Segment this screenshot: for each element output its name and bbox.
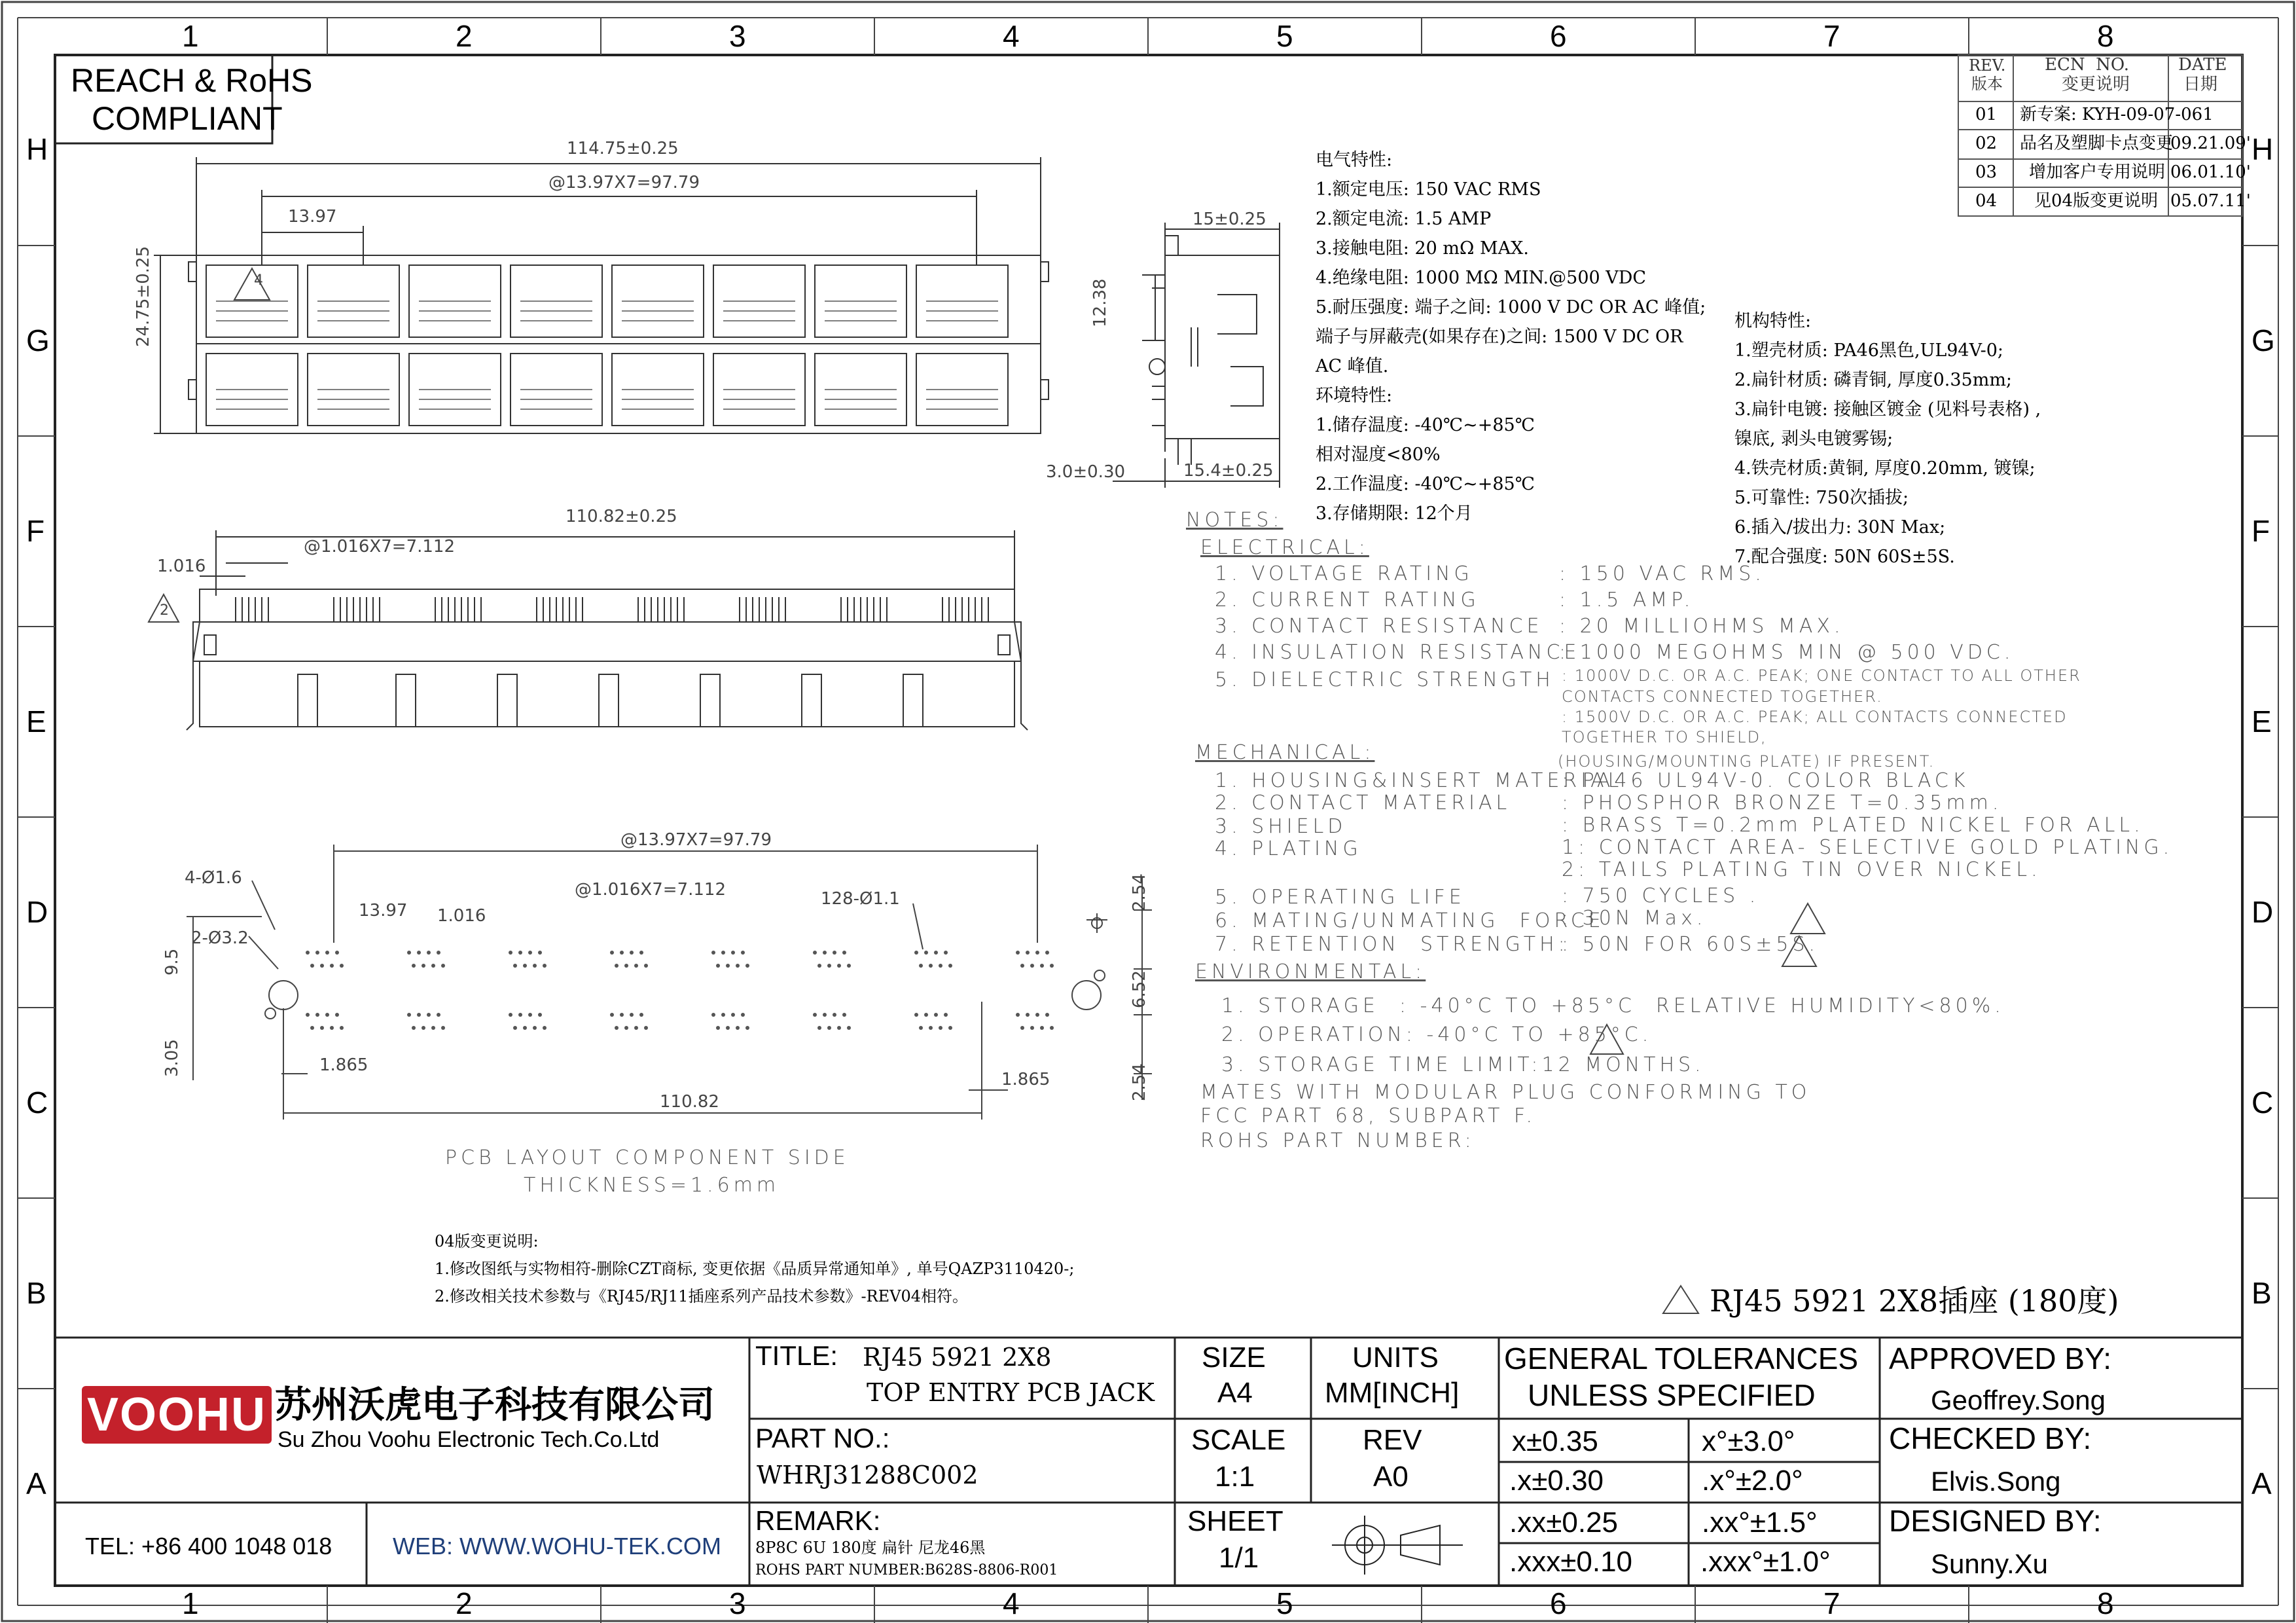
dim-side-bottom-left: 3.0±0.30 — [1046, 462, 1126, 482]
company-name-cn: 苏州沃虎电子科技有限公司 — [275, 1384, 715, 1425]
rev-desc: 见04版变更说明 — [2034, 191, 2159, 211]
row-label-right: C — [2251, 1085, 2274, 1120]
dim-pcb-v1: 2.54 — [1130, 873, 1149, 911]
note-value-more: 2: TAILS PLATING TIN OVER NICKEL. — [1562, 858, 2041, 881]
note-env: 1. STORAGE : -40°C TO +85°C RELATIVE HUMIDITY<80%. — [1221, 994, 2005, 1017]
checked-label: CHECKED BY: — [1889, 1421, 2092, 1455]
tolerance-linear: x±0.35 — [1512, 1425, 1598, 1457]
notes-electrical-title: ELECTRICAL: — [1200, 536, 1369, 559]
notes-environmental-title: ENVIRONMENTAL: — [1195, 960, 1426, 983]
col-label-bottom: 1 — [182, 1586, 199, 1620]
row-label-right: G — [2251, 323, 2275, 357]
row-label-left: A — [26, 1467, 46, 1501]
row-label-right: F — [2251, 514, 2270, 548]
title-line2: TOP ENTRY PCB JACK — [867, 1378, 1155, 1407]
note-label: 5. DIELECTRIC STRENGTH — [1215, 668, 1554, 691]
note-label: 3. SHIELD — [1215, 815, 1347, 838]
compliance-line1: REACH & RoHS — [71, 62, 313, 99]
col-label-bottom: 6 — [1550, 1586, 1567, 1620]
dim-front-single: 1.016 — [157, 556, 206, 576]
note-value: : BRASS T=0.2mm PLATED NICKEL FOR ALL. — [1562, 814, 2144, 837]
col-label-top: 5 — [1276, 19, 1293, 53]
dim-top-single: 13.97 — [288, 207, 337, 227]
note-footer: MATES WITH MODULAR PLUG CONFORMING TO — [1200, 1081, 1811, 1104]
env-cn-item: 1.储存温度: -40℃~+85℃ — [1316, 415, 1535, 435]
note-value: : 30N Max. — [1562, 907, 1707, 930]
notes-mechanical-title: MECHANICAL: — [1195, 741, 1375, 764]
mechanical-cn-item: 7.配合强度: 50N 60S±5S. — [1734, 547, 1955, 567]
row-label-left: B — [26, 1276, 46, 1310]
rev-cell: 01 — [1975, 105, 1998, 124]
dim-pcb-pin-pitch: @1.016X7=7.112 — [575, 880, 726, 900]
row-label-right: H — [2251, 132, 2274, 166]
row-label-right: D — [2251, 895, 2274, 929]
env-cn-item: 3.存储期限: 12个月 — [1316, 503, 1473, 524]
ecn-header: ECN NO. — [2045, 55, 2129, 75]
tolerance-title2: UNLESS SPECIFIED — [1528, 1378, 1816, 1412]
title-label: TITLE: — [755, 1340, 838, 1371]
col-label-bottom: 2 — [456, 1586, 473, 1620]
dim-pcb-hole-a: 4-Ø1.6 — [185, 868, 242, 888]
col-label-top: 4 — [1003, 19, 1020, 53]
tolerance-linear: .xxx±0.10 — [1509, 1546, 1633, 1578]
dim-pcb-l1: 1.865 — [319, 1055, 368, 1075]
dim-pcb-pin: 1.016 — [437, 906, 486, 926]
electrical-cn-item: 3.接触电阻: 20 mΩ MAX. — [1316, 238, 1529, 259]
date-header: DATE — [2178, 55, 2227, 75]
rev04-item: 1.修改图纸与实物相符-删除CZT商标, 变更依据《品质异常通知单》, 单号QAZP3110420-; — [435, 1260, 1075, 1278]
env-cn-item: 相对湿度<80% — [1316, 445, 1441, 465]
dim-pcb-single: 13.97 — [359, 901, 408, 921]
checked-by: Elvis.Song — [1931, 1466, 2061, 1497]
rev-desc: 增加客户专用说明 — [2029, 162, 2166, 182]
designed-by: Sunny.Xu — [1931, 1548, 2049, 1579]
notes-title: NOTES: — [1186, 509, 1283, 532]
row-label-left: F — [26, 514, 45, 548]
note-env: 2. OPERATION: -40°C TO +85°C. — [1221, 1023, 1653, 1046]
mechanical-cn-item: 6.插入/拔出力: 30N Max; — [1734, 517, 1946, 538]
dim-pcb-pitch: @13.97X7=97.79 — [620, 830, 772, 850]
mechanical-cn-item: 1.塑壳材质: PA46黑色,UL94V-0; — [1734, 340, 2004, 361]
rev-header-cn: 版本 — [1971, 75, 2003, 93]
note-label: 2. CONTACT MATERIAL — [1215, 792, 1511, 814]
pcb-label-line2: THICKNESS=1.6mm — [524, 1174, 780, 1197]
note-value-more: (HOUSING/MOUNTING PLATE) IF PRESENT. — [1558, 752, 1935, 771]
note-label: 7. RETENTION STRENGTH: — [1215, 933, 1569, 956]
electrical-cn-title: 电气特性: — [1316, 150, 1393, 170]
col-label-bottom: 5 — [1276, 1586, 1293, 1620]
rev04-title: 04版变更说明: — [435, 1232, 539, 1250]
rev-header: REV. — [1969, 56, 2006, 75]
dim-pcb-total: 110.82 — [660, 1092, 719, 1112]
size-value: A4 — [1217, 1377, 1253, 1409]
company-web-link[interactable]: WEB: WWW.WOHU-TEK.COM — [393, 1533, 721, 1559]
note-value-more: : 1500V D.C. OR A.C. PEAK; ALL CONTACTS CONNECTED — [1562, 708, 2068, 726]
part-no: WHRJ31288C002 — [757, 1461, 978, 1489]
dim-pcb-h2: 3.05 — [162, 1039, 182, 1077]
dim-pcb-hole-b: 2-Ø3.2 — [191, 928, 249, 948]
col-label-top: 2 — [456, 19, 473, 53]
electrical-cn-item: 2.额定电流: 1.5 AMP — [1316, 209, 1492, 229]
note-label: 6. MATING/UNMATING FORCE — [1215, 909, 1605, 932]
rev-desc: 品名及塑脚卡点变更 — [2020, 134, 2174, 153]
scale-label: SCALE — [1191, 1424, 1286, 1456]
remark-label: REMARK: — [755, 1505, 881, 1536]
note-env: 3. STORAGE TIME LIMIT:12 MONTHS. — [1221, 1053, 1705, 1076]
mechanical-cn-title: 机构特性: — [1734, 311, 1812, 331]
tolerance-title1: GENERAL TOLERANCES — [1504, 1341, 1859, 1376]
side-view — [1113, 223, 1280, 488]
tolerance-angular: x°±3.0° — [1702, 1425, 1795, 1457]
mechanical-cn-item: 镍底, 剥头电镀雾锡; — [1734, 429, 1893, 449]
note-footer: FCC PART 68, SUBPART F. — [1200, 1104, 1536, 1127]
sheet-value: 1/1 — [1219, 1542, 1259, 1574]
sheet-label: SHEET — [1187, 1505, 1283, 1537]
tolerance-linear: .x±0.30 — [1509, 1465, 1604, 1497]
compliance-line2: COMPLIANT — [92, 100, 283, 137]
row-label-left: C — [26, 1085, 48, 1120]
rev-cell: 02 — [1975, 134, 1998, 153]
mechanical-cn-item: 2.扁针材质: 磷青铜, 厚度0.35mm; — [1734, 370, 2013, 390]
projection-symbol-icon — [1332, 1516, 1463, 1575]
dim-side-bottom: 15.4±0.25 — [1183, 461, 1274, 481]
dim-front-pitch: @1.016X7=7.112 — [304, 537, 456, 556]
front-view — [149, 530, 1028, 730]
rev-desc: 新专案: KYH-09-07-061 — [2020, 105, 2214, 124]
remark-line2: ROHS PART NUMBER:B628S-8806-R001 — [755, 1562, 1058, 1578]
approved-by: Geoffrey.Song — [1931, 1385, 2106, 1415]
top-view — [154, 157, 1049, 433]
note-value: : 150 VAC RMS. — [1559, 562, 1765, 585]
note-label: 4. PLATING — [1215, 837, 1362, 860]
electrical-cn-item: 5.耐压强度: 端子之间: 1000 V DC OR AC 峰值; — [1316, 297, 1706, 318]
pcb-label-line1: PCB LAYOUT COMPONENT SIDE — [445, 1146, 850, 1169]
tolerance-linear: .xx±0.25 — [1509, 1506, 1619, 1539]
col-label-top: 3 — [729, 19, 746, 53]
mechanical-cn — [1734, 306, 2041, 572]
rev-cell: 03 — [1975, 162, 1998, 182]
env-cn-title: 环境特性: — [1316, 386, 1393, 406]
part-no-label: PART NO.: — [755, 1423, 890, 1453]
note-value: : 50N FOR 60S±5S. — [1562, 933, 1820, 956]
ecn-header-cn: 变更说明 — [2062, 75, 2130, 94]
dim-side-top: 15±0.25 — [1193, 210, 1266, 229]
note-value-more: TOGETHER TO SHIELD, — [1562, 728, 1767, 746]
title-line1: RJ45 5921 2X8 — [863, 1343, 1052, 1372]
rev-value: A0 — [1373, 1461, 1408, 1493]
mechanical-cn-item: 3.扁针电镀: 接触区镀金 (见料号表格) , — [1734, 399, 2041, 420]
note-value: : 1000 MEGOHMS MIN @ 500 VDC. — [1559, 641, 2015, 664]
remark-line1: 8P8C 6U 180度 扁针 尼龙46黑 — [755, 1539, 986, 1557]
note-value: : 1.5 AMP. — [1559, 589, 1695, 611]
col-label-top: 8 — [2097, 19, 2114, 53]
note-label: 2. CURRENT RATING — [1215, 589, 1480, 611]
dim-pcb-v3: 2.54 — [1130, 1063, 1149, 1101]
rev04-item: 2.修改相关技术参数与《RJ45/RJ11插座系列产品技术参数》-REV04相符。 — [435, 1287, 969, 1305]
note-label: 5. OPERATING LIFE — [1215, 886, 1465, 909]
note-value: 1: CONTACT AREA- SELECTIVE GOLD PLATING. — [1562, 836, 2174, 859]
row-label-left: E — [26, 704, 46, 739]
note-value: : 20 MILLIOHMS MAX. — [1559, 615, 1844, 638]
col-label-bottom: 3 — [729, 1586, 746, 1620]
env-cn-item: 2.工作温度: -40℃~+85℃ — [1316, 474, 1535, 494]
approved-label: APPROVED BY: — [1889, 1341, 2112, 1376]
dim-top-pitch: @13.97X7=97.79 — [548, 173, 700, 192]
electrical-cn-item: 端子与屏蔽壳(如果存在)之间: 1500 V DC OR — [1316, 327, 1683, 347]
rev-date: 05.07.11' — [2170, 191, 2251, 211]
row-label-left: D — [26, 895, 48, 929]
note-label: 3. CONTACT RESISTANCE — [1215, 615, 1543, 638]
note-value: : PA46 UL94V-0. COLOR BLACK — [1562, 769, 1969, 792]
note-label: 1. VOLTAGE RATING — [1215, 562, 1473, 585]
units-value: MM[INCH] — [1325, 1377, 1460, 1409]
dim-pcb-pin-count: 128-Ø1.1 — [821, 889, 900, 909]
rev-cell: 04 — [1975, 191, 1998, 211]
product-title: RJ45 5921 2X8插座 (180度) — [1710, 1283, 2119, 1319]
rev-marker-icon: 2 — [160, 602, 169, 619]
dim-pcb-h1: 9.5 — [162, 948, 182, 976]
electrical-cn-item: 4.绝缘电阻: 1000 MΩ MIN.@500 VDC — [1316, 268, 1647, 288]
electrical-cn-item: AC 峰值. — [1316, 356, 1389, 376]
col-label-top: 1 — [182, 19, 199, 53]
tolerance-angular: .xxx°±1.0° — [1700, 1546, 1831, 1578]
tolerance-angular: .x°±2.0° — [1702, 1465, 1803, 1497]
row-label-left: H — [26, 132, 48, 166]
rev-date: 09.21.09' — [2170, 134, 2251, 153]
rev-marker-icon: 4 — [254, 272, 263, 289]
scale-value: 1:1 — [1215, 1461, 1255, 1493]
note-value-more: CONTACTS CONNECTED TOGETHER. — [1562, 687, 1883, 706]
dim-top-height: 24.75±0.25 — [134, 246, 153, 347]
note-label: 4. INSULATION RESISTANCE — [1215, 641, 1581, 664]
electrical-cn-item: 1.额定电压: 150 VAC RMS — [1316, 179, 1541, 200]
company-name-en: Su Zhou Voohu Electronic Tech.Co.Ltd — [278, 1427, 660, 1452]
rev-date: 06.01.10' — [2170, 162, 2251, 182]
rev-label: REV — [1363, 1424, 1422, 1456]
units-label: UNITS — [1352, 1341, 1439, 1374]
mechanical-cn-item: 4.铁壳材质:黄铜, 厚度0.20mm, 镀镍; — [1734, 458, 2036, 479]
dim-pcb-r1: 1.865 — [1001, 1070, 1050, 1089]
date-header-cn: 日期 — [2183, 75, 2218, 94]
note-value: : 1000V D.C. OR A.C. PEAK; ONE CONTACT TO ALL OTHER — [1562, 666, 2081, 685]
tolerance-angular: .xx°±1.5° — [1702, 1506, 1818, 1539]
rev04-notes — [435, 1228, 1074, 1310]
note-value: : 750 CYCLES . — [1562, 884, 1760, 907]
dim-pcb-v2: 6.52 — [1130, 970, 1149, 1008]
row-label-right: E — [2251, 704, 2272, 739]
row-label-left: G — [26, 323, 50, 357]
row-label-right: B — [2251, 1276, 2272, 1310]
col-label-bottom: 8 — [2097, 1586, 2114, 1620]
dim-side-height: 12.38 — [1090, 278, 1110, 327]
pcb-pin-field — [306, 951, 1054, 1030]
mechanical-cn-item: 5.可靠性: 750次插拔; — [1734, 488, 1909, 508]
col-label-top: 6 — [1550, 19, 1567, 53]
designed-label: DESIGNED BY: — [1889, 1504, 2102, 1538]
company-logo: VOOHU — [82, 1386, 272, 1444]
company-tel: TEL: +86 400 1048 018 — [85, 1533, 332, 1559]
col-label-top: 7 — [1823, 19, 1840, 53]
dim-top-overall: 114.75±0.25 — [567, 139, 679, 158]
note-footer: ROHS PART NUMBER: — [1200, 1129, 1475, 1152]
note-value: : PHOSPHOR BRONZE T=0.35mm. — [1562, 792, 2003, 814]
dim-front-overall: 110.82±0.25 — [565, 507, 677, 526]
electrical-cn — [1316, 145, 1706, 528]
row-label-right: A — [2251, 1467, 2272, 1501]
col-label-bottom: 4 — [1003, 1586, 1020, 1620]
size-label: SIZE — [1202, 1341, 1266, 1374]
note-label: 1. HOUSING&INSERT MATERIAL — [1215, 769, 1623, 792]
col-label-bottom: 7 — [1823, 1586, 1840, 1620]
